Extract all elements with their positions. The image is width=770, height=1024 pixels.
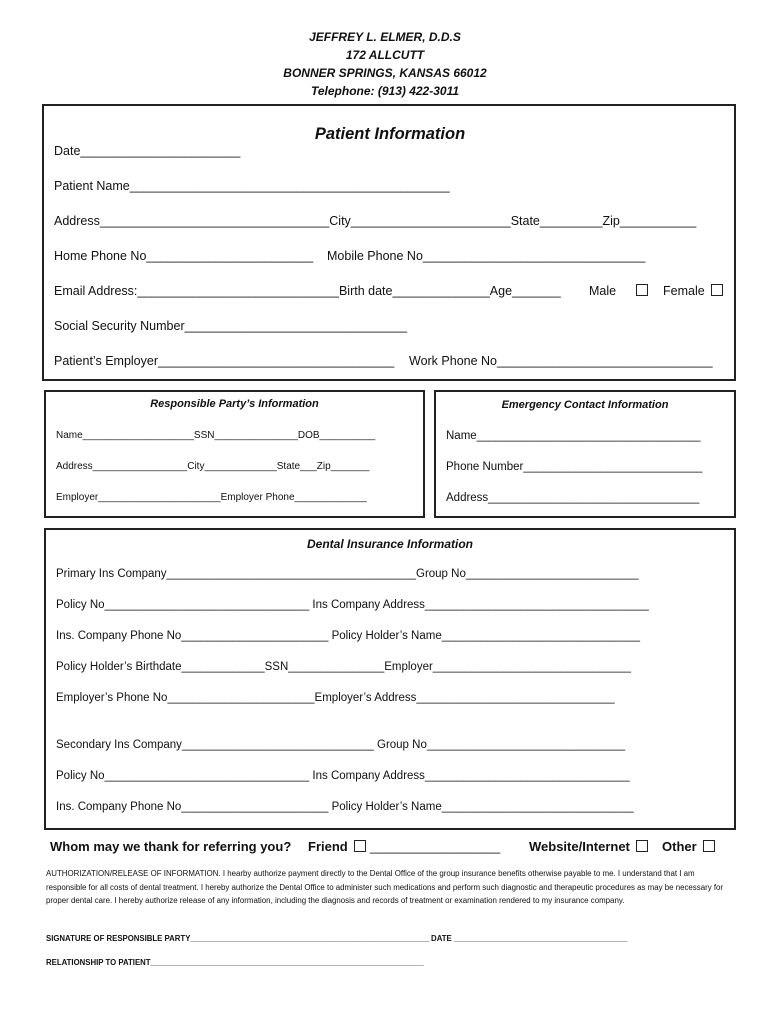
male-label: Male — [589, 284, 617, 298]
emergency-contact-title: Emergency Contact Information — [501, 399, 669, 411]
responsible-party-title: Responsible Party’s Information — [150, 398, 319, 410]
insurance-secondary-policy-field[interactable]: Policy No________________________________ Ins Company Address________________________________ — [56, 770, 630, 782]
signature-field[interactable]: SIGNATURE OF RESPONSIBLE PARTY_______________________________________________________ DATE ________________________________________ — [46, 934, 628, 943]
referral-friend-line[interactable]: __________________ — [370, 839, 501, 854]
office-street: 172 ALLCUTT — [345, 48, 425, 62]
referral-other-label: Other — [662, 839, 697, 854]
female-option[interactable] — [663, 284, 723, 298]
referral-friend-option[interactable] — [308, 839, 366, 854]
insurance-primary-policy-field[interactable]: Policy No________________________________ Ins Company Address___________________________________ — [56, 599, 649, 611]
emergency-phone-field[interactable]: Phone Number____________________________ — [446, 461, 703, 473]
insurance-primary-company-field[interactable]: Primary Ins Company_______________________________________Group No___________________________ — [56, 568, 639, 580]
female-label: Female — [663, 284, 705, 298]
email-birth-age-field[interactable]: Email Address:_____________________________Birth date______________Age_______ — [54, 284, 561, 298]
referral-question: Whom may we thank for referring you? — [50, 839, 292, 854]
emergency-address-field[interactable]: Address_________________________________ — [446, 492, 700, 504]
mobile-phone-field[interactable]: Mobile Phone No________________________________ — [327, 249, 646, 263]
insurance-primary-phone-field[interactable]: Ins. Company Phone No_______________________ Policy Holder’s Name_______________________________ — [56, 630, 641, 642]
female-checkbox[interactable] — [711, 284, 723, 296]
ssn-field[interactable]: Social Security Number________________________________ — [54, 319, 408, 333]
doctor-name: JEFFREY L. ELMER, D.D.S — [309, 30, 461, 44]
responsible-line-employer[interactable]: Employer______________________Employer Phone_____________ — [56, 492, 367, 503]
referral-friend-label: Friend — [308, 839, 348, 854]
dental-insurance-title: Dental Insurance Information — [306, 537, 474, 551]
referral-other-option[interactable] — [662, 839, 715, 854]
male-option[interactable] — [589, 284, 648, 298]
referral-friend-checkbox[interactable] — [354, 840, 366, 852]
insurance-holder-birthdate-field[interactable]: Policy Holder’s Birthdate_____________SSN_______________Employer_______________________________ — [56, 661, 632, 673]
insurance-secondary-company-field[interactable]: Secondary Ins Company______________________________ Group No_______________________________ — [56, 739, 626, 751]
patient-name-field[interactable]: Patient Name______________________________________________ — [54, 179, 450, 193]
relationship-field[interactable]: RELATIONSHIP TO PATIENT_______________________________________________________________ — [46, 958, 424, 967]
emergency-name-field[interactable]: Name___________________________________ — [446, 430, 701, 442]
male-checkbox[interactable] — [636, 284, 648, 296]
referral-website-label: Website/Internet — [529, 839, 630, 854]
insurance-employer-phone-field[interactable]: Employer’s Phone No_______________________Employer’s Address_______________________________ — [56, 692, 615, 704]
home-phone-field[interactable]: Home Phone No________________________ — [54, 249, 314, 263]
insurance-secondary-phone-field[interactable]: Ins. Company Phone No_______________________ Policy Holder’s Name______________________________ — [56, 801, 634, 813]
patient-employer-field[interactable]: Patient’s Employer__________________________________ — [54, 354, 395, 368]
address-field[interactable]: Address_________________________________City_______________________State_________Zip___________ — [54, 214, 697, 228]
responsible-line-name[interactable]: Name____________________SSN_______________DOB__________ — [56, 430, 376, 441]
date-field[interactable]: Date_______________________ — [54, 144, 241, 158]
referral-website-option[interactable] — [529, 839, 648, 854]
patient-info-title: Patient Information — [314, 125, 466, 143]
responsible-line-address[interactable]: Address_________________City_____________State___Zip_______ — [56, 461, 370, 472]
work-phone-field[interactable]: Work Phone No_______________________________ — [409, 354, 713, 368]
referral-other-checkbox[interactable] — [703, 840, 715, 852]
authorization-text: AUTHORIZATION/RELEASE OF INFORMATION. I hearby authorize payment directly to the Dental Office of the group insurance benefits otherwise payable to me. I understand that I am responsible for all costs of dental treatment. I hereby authorize the Dental Office to administer such medications and perform such diagnostic and therapeutic procedures as may be necessary for proper dental care. I hereby authorize release of any information, including the diagnosis and records of treatment or examination rendered to my insurance company. — [46, 869, 724, 905]
office-phone: Telephone: (913) 422-3011 — [310, 84, 460, 98]
office-city: BONNER SPRINGS, KANSAS 66012 — [283, 66, 487, 80]
referral-website-checkbox[interactable] — [636, 840, 648, 852]
